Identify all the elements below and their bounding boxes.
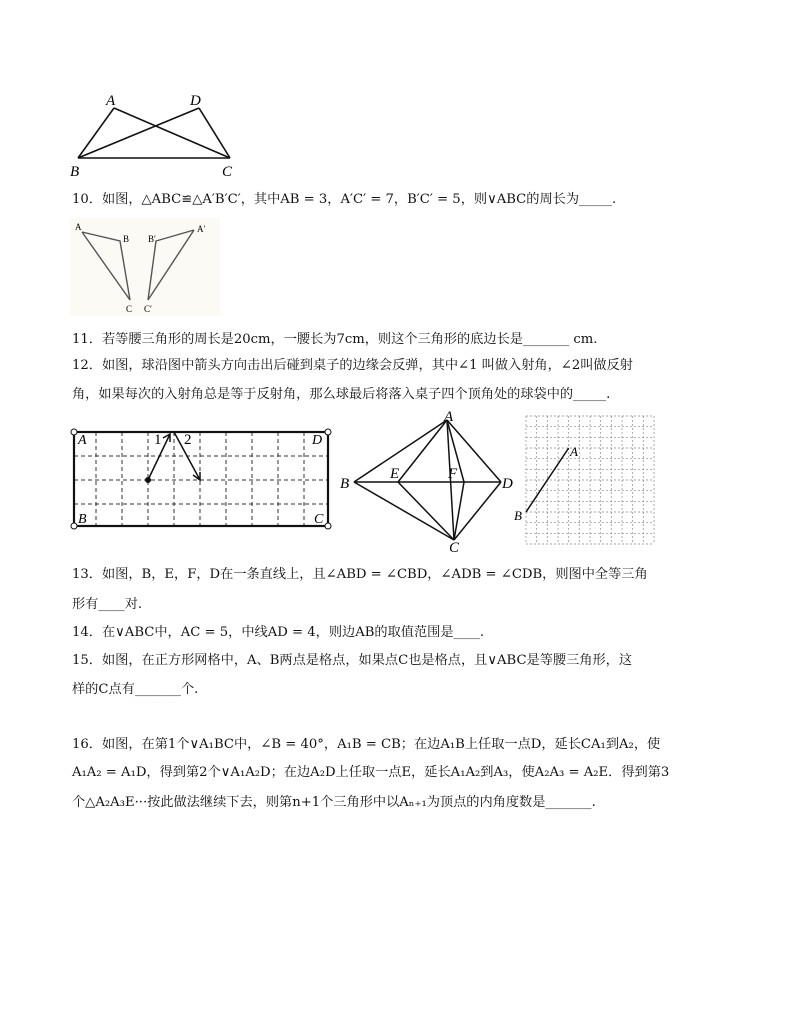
label-F: F <box>448 466 458 482</box>
table-border <box>74 432 328 526</box>
label-B: B <box>70 164 80 180</box>
label-E: E <box>390 466 400 482</box>
pocket-B <box>71 523 77 529</box>
label-A: A <box>570 444 578 459</box>
question-13-line-2: 形有____对. <box>72 597 143 612</box>
question-11: 11．若等腰三角形的周长是20cm，一腰长为7cm，则这个三角形的底边长是_______ cm. <box>72 332 598 347</box>
figure-q9-lines <box>78 108 230 158</box>
question-10: 10．如图，△ABC≌△A′B′C′，其中AB = 3，A′C′ = 7，B′C′ = 5，则∨ABC的周长为_____. <box>72 192 617 207</box>
pocket-A <box>71 429 77 435</box>
figure-kite <box>336 408 518 554</box>
question-16-line-2: A₁A₂ = A₁D，得到第2个∨A₁A₂D；在边A₂D上任取一点E，延长A₁A₂到A₃，使A₂A₃ = A₂E．得到第3 <box>72 765 670 780</box>
label-D: D <box>312 433 323 448</box>
figure-square-grid <box>514 412 658 548</box>
label-A: A <box>75 222 82 232</box>
label-B-prime: B′ <box>148 234 156 244</box>
question-12-line-1: 12．如图，球沿图中箭头方向击出后碰到桌子的边缘会反弹，其中∠1 叫做入射角，∠2叫做反射 <box>72 358 633 373</box>
label-B: B <box>340 476 350 492</box>
label-A-prime: A′ <box>197 224 206 234</box>
question-14: 14．在∨ABC中，AC = 5，中线AD = 4，则边AB的取值范围是____. <box>72 625 485 640</box>
label-B: B <box>514 508 522 523</box>
label-C: C <box>449 540 460 556</box>
question-12-line-2: 角，如果每次的入射角总是等于反射角，那么球最后将落入桌子四个顶角处的球袋中的_____. <box>72 387 611 402</box>
question-13-line-1: 13．如图，B，E，F，D在一条直线上，且∠ABD = ∠CBD，∠ADB = ∠CDB，则图中全等三角 <box>72 567 648 582</box>
label-D: D <box>502 476 513 492</box>
label-A: A <box>78 433 87 448</box>
question-16-line-3: 个△A₂A₃E···按此做法继续下去，则第n+1个三角形中以Aₙ₊₁为顶点的内角度数是_______. <box>72 795 596 810</box>
label-C: C <box>222 164 233 180</box>
grid-lines <box>526 416 654 544</box>
pocket-C <box>325 523 331 529</box>
figure-q10-triangles <box>70 218 220 316</box>
label-C: C <box>126 304 133 314</box>
label-A: A <box>106 93 116 109</box>
question-16-line-1: 16．如图，在第1个∨A₁BC中，∠B = 40°，A₁B = CB；在边A₁B上任取一点D，延长CA₁到A₂，使 <box>72 737 661 752</box>
question-15-line-2: 样的C点有_______个. <box>72 682 199 697</box>
label-B: B <box>78 512 87 527</box>
figure-q9-triangles <box>64 90 244 180</box>
label-angle-1: 1 <box>154 432 162 448</box>
label-C-prime: C′ <box>144 304 152 314</box>
figure-billiard-table <box>66 422 336 534</box>
label-A: A <box>444 409 454 425</box>
kite-lines <box>354 420 501 540</box>
question-15-line-1: 15．如图，在正方形网格中，A、B两点是格点，如果点C也是格点，且∨ABC是等腰三角形，这 <box>72 653 633 668</box>
label-B: B <box>123 234 130 244</box>
pocket-D <box>325 429 331 435</box>
table-grid-lines <box>74 432 328 526</box>
label-angle-2: 2 <box>184 432 192 448</box>
label-D: D <box>190 93 201 109</box>
label-C: C <box>314 512 324 527</box>
